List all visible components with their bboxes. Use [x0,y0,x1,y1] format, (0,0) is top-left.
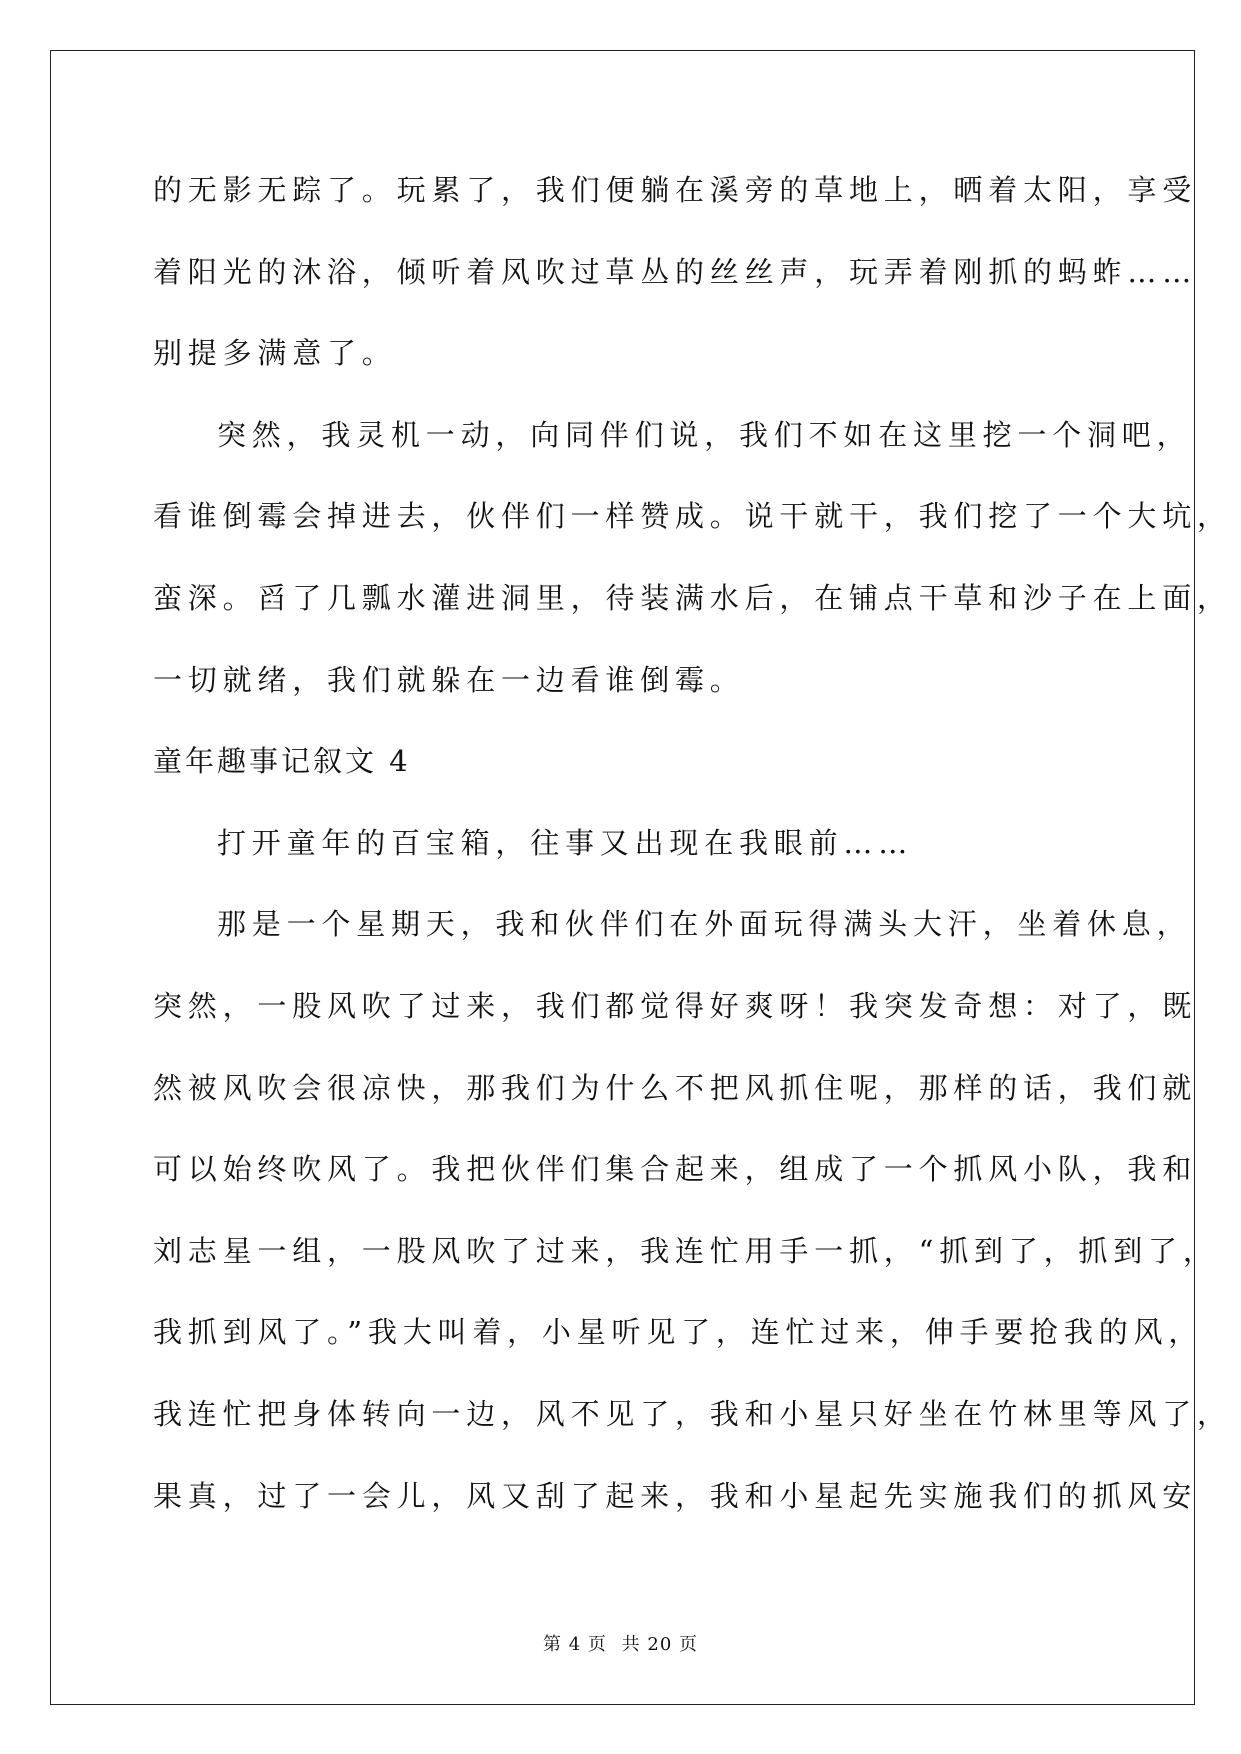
text-line: 突然，我灵机一动，向同伴们说，我们不如在这里挖一个洞吧， [217,417,1192,452]
text-line: 然被风吹会很凉快，那我们为什么不把风抓住呢，那样的话，我们就 [153,1070,1198,1105]
text-line: 别提多满意了。 [153,336,397,371]
section-heading: 童年趣事记叙文 4 [153,744,411,779]
text-line: 看谁倒霉会掉进去，伙伴们一样赞成。说干就干，我们挖了一个大坑， [153,499,1232,534]
text-line: 我连忙把身体转向一边，风不见了，我和小星只好坐在竹林里等风了， [153,1396,1232,1431]
text-line: 那是一个星期天，我和伙伴们在外面玩得满头大汗，坐着休息， [217,907,1192,942]
page-total: 共 20 页 [621,1634,698,1655]
text-line: 着阳光的沐浴，倾听着风吹过草丛的丝丝声，玩弄着刚抓的蚂蚱…… [153,254,1198,289]
text-line: 我抓到风了。”我大叫着，小星听见了，连忙过来，伸手要抢我的风， [153,1315,1204,1350]
text-line: 突然，一股风吹了过来，我们都觉得好爽呀！我突发奇想：对了，既 [153,988,1198,1023]
text-line: 刘志星一组，一股风吹了过来，我连忙用手一抓，“抓到了，抓到了， [153,1233,1218,1268]
text-line: 蛮深。舀了几瓢水灌进洞里，待装满水后，在铺点干草和沙子在上面， [153,580,1232,615]
page-number: 第 4 页 [543,1634,607,1655]
text-line: 的无影无踪了。玩累了，我们便躺在溪旁的草地上，晒着太阳，享受 [153,173,1198,207]
text-line: 可以始终吹风了。我把伙伴们集合起来，组成了一个抓风小队，我和 [153,1152,1198,1187]
text-line: 打开童年的百宝箱，往事又出现在我眼前…… [217,825,914,860]
page-footer [0,1630,1241,1656]
document-body [153,150,1232,1537]
text-line: 一切就绪，我们就躲在一边看谁倒霉。 [153,662,745,697]
text-line: 果真，过了一会儿，风又刮了起来，我和小星起先实施我们的抓风安 [153,1478,1198,1513]
